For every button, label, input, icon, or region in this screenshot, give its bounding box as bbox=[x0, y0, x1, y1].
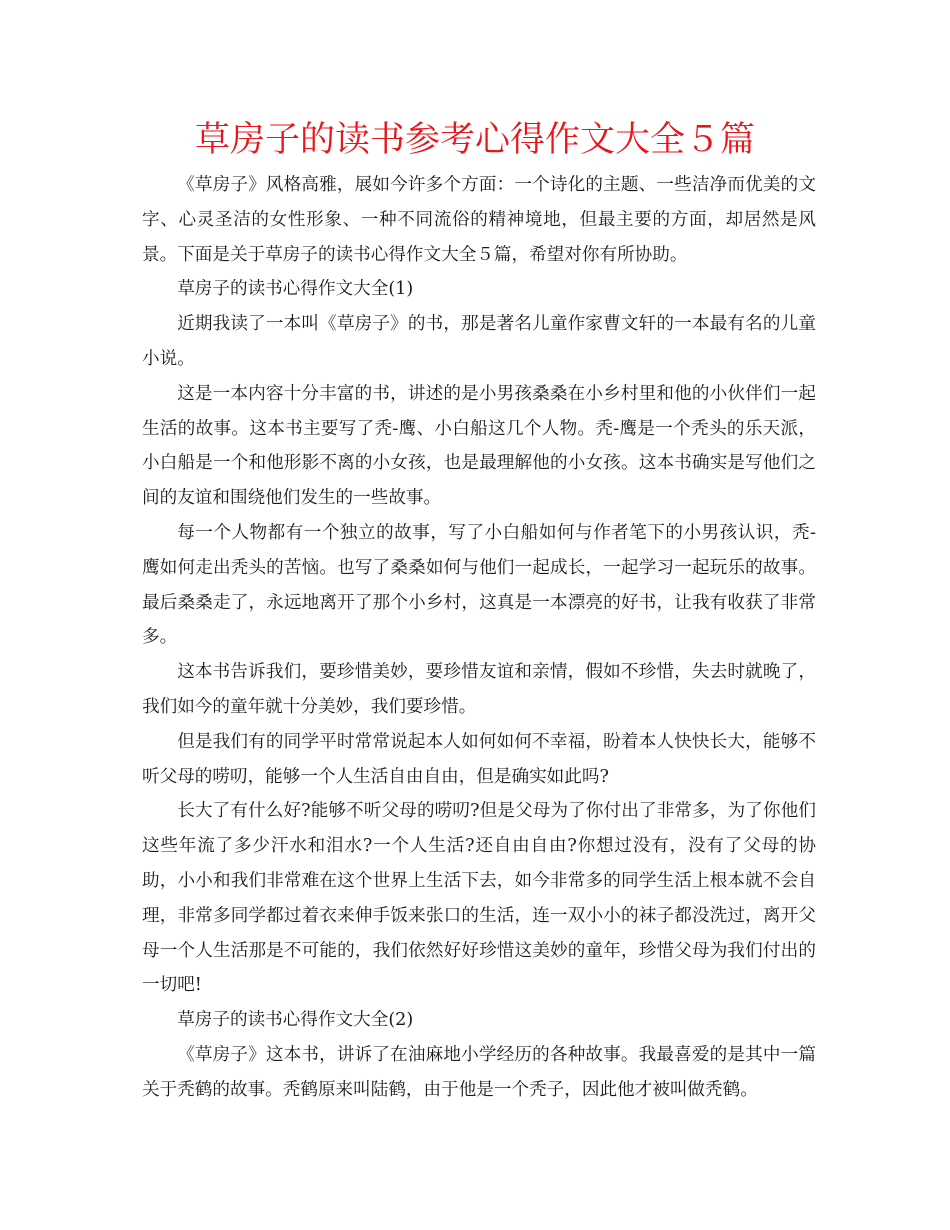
paragraph: 每一个人物都有一个独立的故事，写了小白船如何与作者笔下的小男孩认识，秃-鹰如何走出秃头的苦恼。也写了桑桑如何与他们一起成长，一起学习一起玩乐的故事。最后桑桑走了，永远地离开了那个小乡村，这真是一本漂亮的好书，让我有收获了非常多。 bbox=[142, 522, 816, 648]
paragraph: 这本书告诉我们，要珍惜美妙，要珍惜友谊和亲情，假如不珍惜，失去时就晚了，我们如今的童年就十分美妙，我们要珍惜。 bbox=[142, 662, 816, 717]
paragraph: 这是一本内容十分丰富的书，讲述的是小男孩桑桑在小乡村里和他的小伙伴们一起生活的故事。这本书主要写了秃-鹰、小白船这几个人物。秃-鹰是一个秃头的乐天派，小白船是一个和他形影不离的小女孩，也是最理解他的小女孩。这本书确实是写他们之间的友谊和围绕他们发生的一些故事。 bbox=[142, 383, 816, 509]
paragraph: 但是我们有的同学平时常常说起本人如何如何不幸福，盼着本人快快长大，能够不听父母的唠叨，能够一个人生活自由自由，但是确实如此吗? bbox=[142, 731, 816, 787]
paragraph: 近期我读了一本叫《草房子》的书，那是著名儿童作家曹文轩的一本最有名的儿童小说。 bbox=[142, 314, 816, 369]
section-heading: 草房子的读书心得作文大全(1) bbox=[177, 279, 414, 300]
paragraph: 《草房子》这本书，讲诉了在油麻地小学经历的各种故事。我最喜爱的是其中一篇关于秃鹤的故事。秃鹤原来叫陆鹤，由于他是一个秃子，因此他才被叫做秃鹤。 bbox=[142, 1044, 816, 1100]
document-title: 草房子的读书参考心得作文大全５篇 bbox=[194, 120, 755, 160]
section-heading: 草房子的读书心得作文大全(2) bbox=[177, 1010, 414, 1031]
paragraph: 长大了有什么好?能够不听父母的唠叨?但是父母为了你付出了非常多，为了你他们这些年流了多少汗水和泪水?一个人生活?还自由自由?你想过没有，没有了父母的协助，小小和我们非常难在这个世界上生活下去，如今非常多的同学生活上根本就不会自理，非常多同学都过着衣来伸手饭来张口的生活，连一双小小的袜子都没洗过，离开父母一个人生活那是不可能的，我们依然好好珍惜这美妙的童年，珍惜父母为我们付出的一切吧! bbox=[142, 801, 816, 996]
paragraph: 《草房子》风格高雅，展如今许多个方面：一个诗化的主题、一些洁净而优美的文字、心灵圣洁的女性形象、一种不同流俗的精神境地，但最主要的方面，却居然是风景。下面是关于草房子的读书心得作文大全５篇，希望对你有所协助。 bbox=[142, 175, 816, 265]
document-body bbox=[142, 168, 816, 1108]
